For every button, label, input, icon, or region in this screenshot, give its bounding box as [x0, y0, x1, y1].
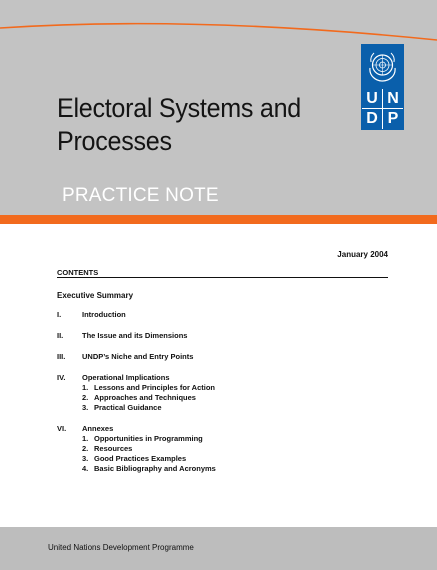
toc-number: VI.: [57, 424, 67, 433]
toc-subnumber: 1.: [82, 434, 89, 443]
un-emblem-icon: [364, 48, 401, 85]
toc-subentry[interactable]: [82, 383, 387, 393]
toc-subtitle: Good Practices Examples: [94, 454, 187, 463]
document-subtitle: PRACTICE NOTE: [62, 185, 219, 206]
toc-subentry[interactable]: [82, 434, 387, 444]
toc-title: Operational Implications: [82, 373, 170, 382]
contents-heading: CONTENTS: [57, 268, 99, 277]
toc-subtitle: Resources: [94, 444, 133, 453]
toc-entry-operational-implications[interactable]: [57, 373, 387, 413]
contents-rule: [57, 277, 388, 278]
logo-letter-d: D: [366, 110, 378, 127]
toc-subnumber: 4.: [82, 464, 89, 473]
toc-title: The Issue and its Dimensions: [82, 331, 188, 340]
toc-subnumber: 2.: [82, 393, 89, 402]
title-line-1: Electoral Systems and: [57, 93, 301, 123]
toc-entry-niche-entry-points[interactable]: [57, 352, 387, 362]
toc-executive-summary[interactable]: Executive Summary: [57, 291, 134, 300]
toc-title: Introduction: [82, 310, 126, 319]
toc-number: II.: [57, 331, 64, 340]
toc-subentry[interactable]: [82, 464, 387, 474]
toc-subnumber: 2.: [82, 444, 89, 453]
toc-number: IV.: [57, 373, 66, 382]
toc-subentry[interactable]: [82, 454, 387, 464]
toc-number: III.: [57, 352, 66, 361]
toc-subtitle: Opportunities in Programming: [94, 434, 203, 443]
logo-letter-u: U: [366, 90, 378, 107]
orange-divider-band: [0, 215, 437, 224]
toc-number: I.: [57, 310, 62, 319]
toc-subtitle: Lessons and Principles for Action: [94, 383, 215, 392]
document-title: [57, 92, 327, 158]
title-line-2: Processes: [57, 126, 172, 156]
undp-logo: [361, 44, 404, 130]
logo-letter-p: P: [387, 110, 399, 127]
cover-header: [0, 0, 437, 215]
toc-subentry[interactable]: [82, 393, 387, 403]
logo-letter-n: N: [387, 90, 399, 107]
toc-entry-annexes[interactable]: [57, 424, 387, 474]
toc-entry-introduction[interactable]: [57, 310, 387, 320]
toc-subtitle: Approaches and Techniques: [94, 393, 196, 402]
toc-title: Annexes: [82, 424, 114, 433]
toc-subnumber: 3.: [82, 454, 89, 463]
publication-date: January 2004: [337, 250, 388, 259]
toc-subnumber: 3.: [82, 403, 89, 412]
toc-subentry[interactable]: [82, 444, 387, 454]
toc-subtitle: Practical Guidance: [94, 403, 162, 412]
footer-organization: United Nations Development Programme: [48, 543, 194, 552]
toc-entry-issue-dimensions[interactable]: [57, 331, 387, 341]
table-of-contents: [57, 291, 387, 485]
toc-subentry[interactable]: [82, 403, 387, 413]
cover-footer: [0, 527, 437, 570]
toc-title: UNDP’s Niche and Entry Points: [82, 352, 194, 361]
toc-subtitle: Basic Bibliography and Acronyms: [94, 464, 216, 473]
toc-subnumber: 1.: [82, 383, 89, 392]
